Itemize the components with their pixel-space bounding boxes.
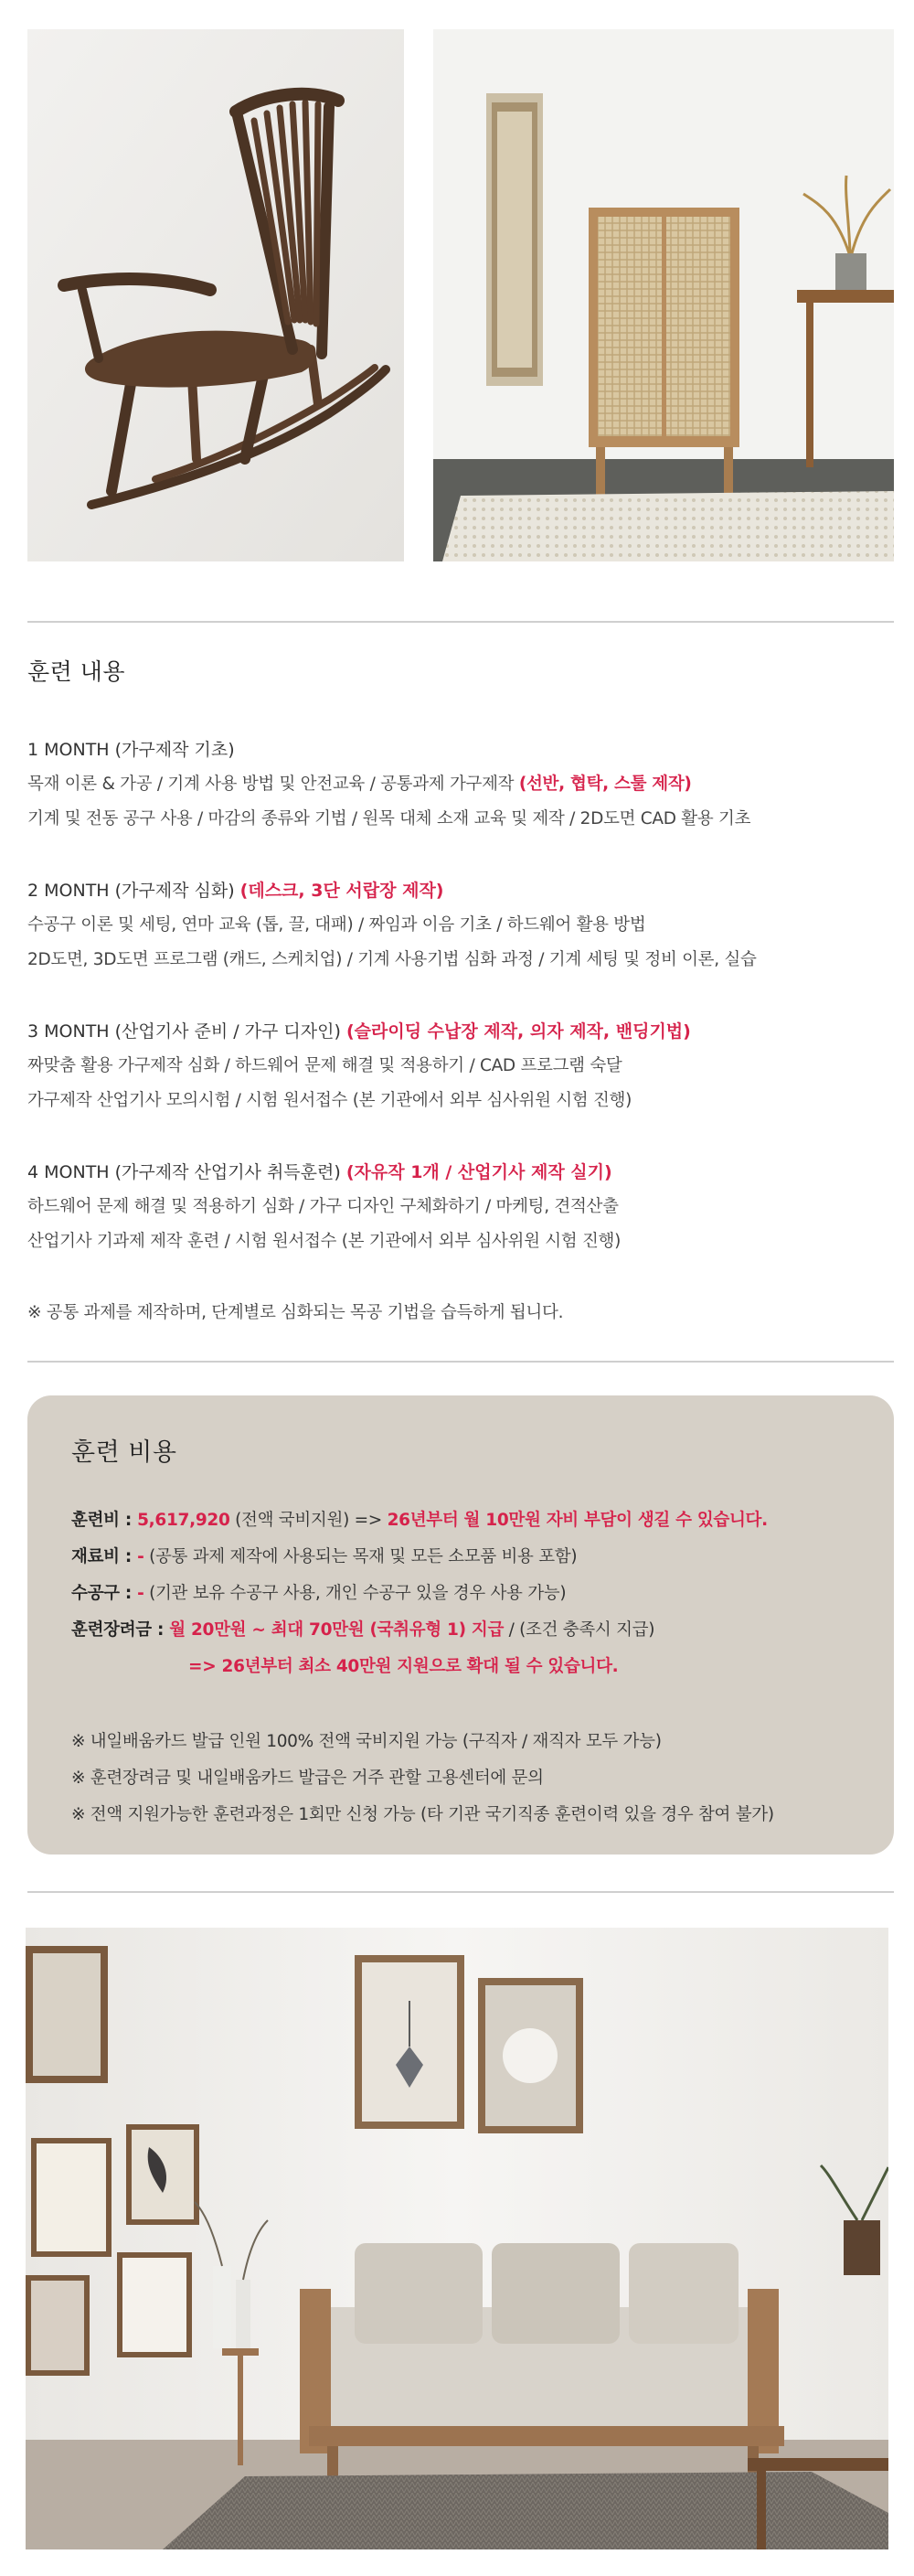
month-2-block: [27, 873, 894, 978]
curriculum-section: [27, 654, 894, 1331]
divider: [27, 621, 894, 623]
month-4-line-1: [27, 1190, 894, 1224]
month-2-heading-text: 2 MONTH (가구제작 심화): [27, 881, 240, 901]
cost-note-1: ※ 내일배움카드 발급 인원 100% 전액 국비지원 가능 (구직자 / 재직자 모두 가능): [71, 1732, 662, 1751]
month-2-heading: [27, 873, 894, 908]
month-1-heading-text: 1 MONTH (가구제작 기초): [27, 740, 235, 760]
month-2-line-2-text: 2D도면, 3D도면 프로그램 (캐드, 스케치업) / 기계 사용기법 심화 과정 / 기계 세팅 및 정비 이론, 실습: [27, 950, 757, 969]
tools-dash: -: [137, 1584, 144, 1603]
allowance-detail: / (조건 충족시 지급): [504, 1620, 655, 1640]
month-2-line-1: [27, 908, 894, 943]
month-4-line-2-text: 산업기사 기과제 제작 훈련 / 시험 원서접수 (본 기관에서 외부 심사위원 시험 진행): [27, 1232, 622, 1251]
month-1-block: [27, 732, 894, 837]
month-4-heading-highlight: (자유작 1개 / 산업기사 제작 실기): [345, 1162, 612, 1182]
allowance-label: 훈련장려금 :: [71, 1620, 170, 1640]
month-2-heading-highlight: (데스크, 3단 서랍장 제작): [239, 881, 444, 901]
cost-row-tools: [71, 1576, 894, 1612]
cost-row-allowance: [71, 1612, 894, 1649]
cost-rows: [71, 1502, 894, 1685]
fee-highlight: 26년부터 월 10만원 자비 부담이 생길 수 있습니다.: [387, 1511, 768, 1530]
month-4-block: [27, 1155, 894, 1259]
month-1-line-1: [27, 767, 894, 802]
tools-label: 수공구 :: [71, 1584, 138, 1603]
material-detail: (공통 과제 제작에 사용되는 목재 및 모든 소모품 비용 포함): [143, 1547, 578, 1566]
month-3-heading-highlight: (슬라이딩 수납장 제작, 의자 제작, 밴딩기법): [345, 1021, 691, 1042]
month-3-heading-text: 3 MONTH (산업기사 준비 / 가구 디자인): [27, 1021, 346, 1042]
material-label: 재료비 :: [71, 1547, 138, 1566]
fee-amount: 5,617,920: [137, 1511, 230, 1530]
month-1-line-1-text: 목재 이론 & 가공 / 기계 사용 방법 및 안전교육 / 공통과제 가구제작: [27, 775, 519, 794]
month-3-line-2: [27, 1084, 894, 1118]
month-2-line-2: [27, 943, 894, 978]
month-2-line-1-text: 수공구 이론 및 세팅, 연마 교육 (톱, 끌, 대패) / 짜임과 이음 기초 / 하드웨어 활용 방법: [27, 915, 646, 935]
wooden-sofa-photo: [26, 1928, 888, 2549]
divider: [27, 1891, 894, 1893]
month-4-heading-text: 4 MONTH (가구제작 산업기사 취득훈련): [27, 1162, 346, 1182]
month-1-line-1-highlight: (선반, 협탁, 스툴 제작): [518, 775, 692, 794]
curriculum-note: ※ 공통 과제를 제작하며, 단계별로 심화되는 목공 기법을 습득하게 됩니다.: [27, 1303, 564, 1322]
month-4-line-2: [27, 1224, 894, 1259]
fee-detail: (전액 국비지원) =>: [229, 1511, 388, 1530]
rattan-cabinet-photo: [433, 29, 894, 561]
month-1-line-2: [27, 802, 894, 837]
cost-notes: [71, 1724, 894, 1833]
cost-title: 훈련 비용: [71, 1438, 177, 1467]
cost-row-allowance-line2: [71, 1649, 894, 1685]
cost-row-material: [71, 1539, 894, 1576]
cost-note-2: ※ 훈련장려금 및 내일배움카드 발급은 거주 관할 고용센터에 문의: [71, 1769, 544, 1788]
month-3-block: [27, 1014, 894, 1118]
tools-detail: (기관 보유 수공구 사용, 개인 수공구 있을 경우 사용 가능): [143, 1584, 567, 1603]
fee-label: 훈련비 :: [71, 1511, 138, 1530]
allowance-line2: => 26년부터 최소 40만원 지원으로 확대 될 수 있습니다.: [188, 1657, 619, 1676]
cost-row-fee: [71, 1502, 894, 1539]
month-3-heading: [27, 1014, 894, 1049]
month-1-line-2-text: 기계 및 전동 공구 사용 / 마감의 종류와 기법 / 원목 대체 소재 교육 및 제작 / 2D도면 CAD 활용 기초: [27, 809, 751, 828]
month-3-line-2-text: 가구제작 산업기사 모의시험 / 시험 원서접수 (본 기관에서 외부 심사위원 시험 진행): [27, 1091, 632, 1110]
allowance-highlight: 월 20만원 ~ 최대 70만원 (국취유형 1) 지급: [169, 1620, 505, 1640]
month-1-heading: [27, 732, 894, 767]
month-3-line-1: [27, 1049, 894, 1084]
curriculum-title: 훈련 내용: [27, 658, 126, 685]
divider: [27, 1361, 894, 1363]
month-4-heading: [27, 1155, 894, 1190]
material-dash: -: [137, 1547, 144, 1566]
month-4-line-1-text: 하드웨어 문제 해결 및 적용하기 심화 / 가구 디자인 구체화하기 / 마케팅, 견적산출: [27, 1197, 619, 1216]
cost-section: [27, 1395, 894, 1855]
rocking-chair-photo: [27, 29, 404, 561]
month-3-line-1-text: 짜맞춤 활용 가구제작 심화 / 하드웨어 문제 해결 및 적용하기 / CAD 프로그램 숙달: [27, 1056, 622, 1075]
cost-note-3: ※ 전액 지원가능한 훈련과정은 1회만 신청 가능 (타 기관 국기직종 훈련이력 있을 경우 참여 불가): [71, 1805, 774, 1824]
